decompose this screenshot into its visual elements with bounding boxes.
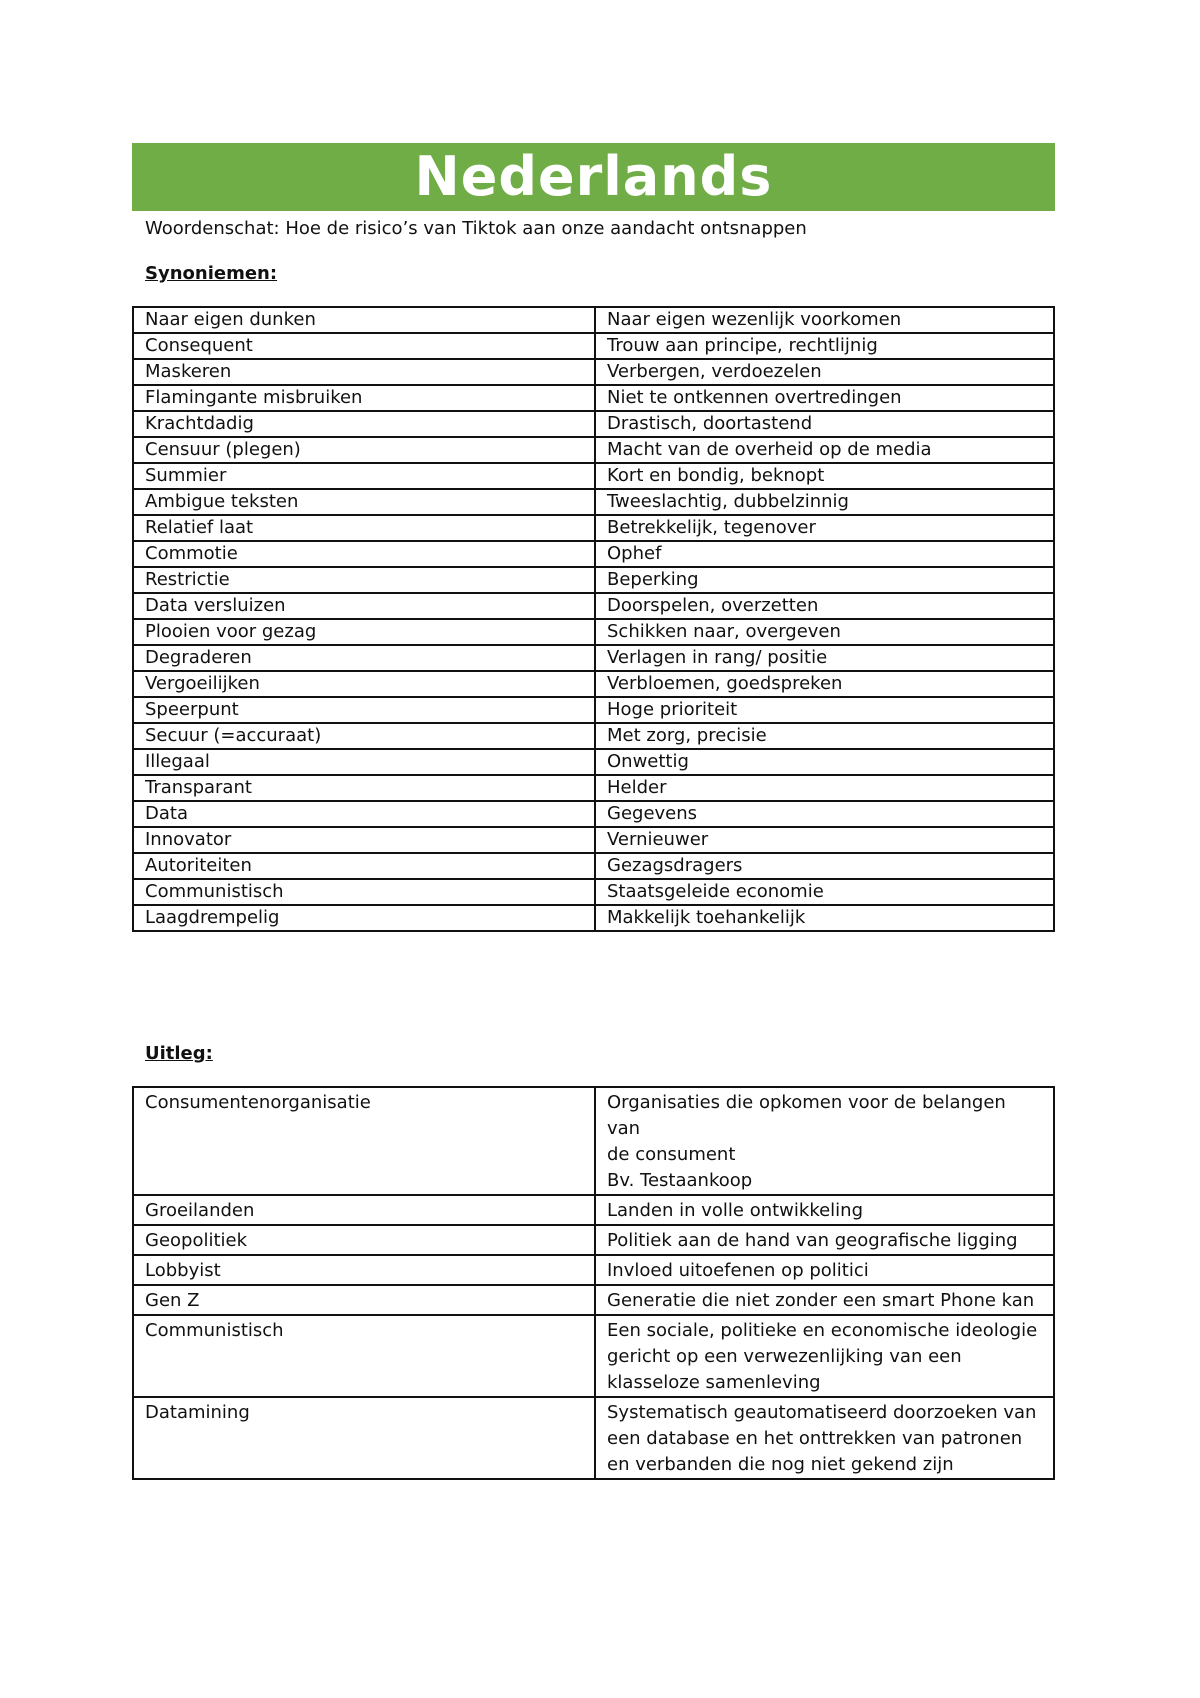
definition-cell: Verbloemen, goedspreken (595, 671, 1054, 697)
term-cell: Innovator (133, 827, 595, 853)
definition-cell: Verbergen, verdoezelen (595, 359, 1054, 385)
definition-cell: Beperking (595, 567, 1054, 593)
uitleg-heading: Uitleg: (145, 1043, 213, 1064)
term-cell: Transparant (133, 775, 595, 801)
table-row (133, 879, 1054, 905)
synoniemen-table-body (133, 307, 1054, 931)
definition-cell: Systematisch geautomatiseerd doorzoeken van een database en het onttrekken van patronen en verbanden die nog niet gekend zijn (595, 1397, 1054, 1479)
term-cell: Gen Z (133, 1285, 595, 1315)
table-row (133, 1087, 1054, 1195)
definition-cell: Gezagsdragers (595, 853, 1054, 879)
table-row (133, 671, 1054, 697)
table-row (133, 749, 1054, 775)
definition-cell: Macht van de overheid op de media (595, 437, 1054, 463)
table-row (133, 385, 1054, 411)
term-cell: Restrictie (133, 567, 595, 593)
term-cell: Naar eigen dunken (133, 307, 595, 333)
term-cell: Summier (133, 463, 595, 489)
definition-cell: Staatsgeleide economie (595, 879, 1054, 905)
definition-cell: Generatie die niet zonder een smart Phone kan (595, 1285, 1054, 1315)
document-page (132, 143, 1055, 1480)
term-cell: Maskeren (133, 359, 595, 385)
table-row (133, 645, 1054, 671)
table-row (133, 775, 1054, 801)
uitleg-table (132, 1086, 1055, 1480)
term-cell: Speerpunt (133, 697, 595, 723)
term-cell: Consequent (133, 333, 595, 359)
table-row (133, 1285, 1054, 1315)
definition-cell: Met zorg, precisie (595, 723, 1054, 749)
definition-cell: Verlagen in rang/ positie (595, 645, 1054, 671)
term-cell: Communistisch (133, 1315, 595, 1397)
table-row (133, 1255, 1054, 1285)
table-row (133, 593, 1054, 619)
table-row (133, 489, 1054, 515)
table-row (133, 437, 1054, 463)
term-cell: Commotie (133, 541, 595, 567)
table-row (133, 359, 1054, 385)
term-cell: Relatief laat (133, 515, 595, 541)
table-row (133, 333, 1054, 359)
table-row (133, 567, 1054, 593)
title-banner (132, 143, 1055, 211)
definition-cell: Een sociale, politieke en economische ideologie gericht op een verwezenlijking van een klasseloze samenleving (595, 1315, 1054, 1397)
definition-cell: Drastisch, doortastend (595, 411, 1054, 437)
term-cell: Geopolitiek (133, 1225, 595, 1255)
definition-cell: Gegevens (595, 801, 1054, 827)
term-cell: Consumentenorganisatie (133, 1087, 595, 1195)
definition-cell: Schikken naar, overgeven (595, 619, 1054, 645)
definition-cell: Trouw aan principe, rechtlijnig (595, 333, 1054, 359)
table-row (133, 515, 1054, 541)
term-cell: Flamingante misbruiken (133, 385, 595, 411)
term-cell: Lobbyist (133, 1255, 595, 1285)
term-cell: Data (133, 801, 595, 827)
page-subtitle: Woordenschat: Hoe de risico’s van Tiktok aan onze aandacht ontsnappen (145, 218, 807, 239)
table-row (133, 827, 1054, 853)
definition-cell: Ophef (595, 541, 1054, 567)
table-row (133, 723, 1054, 749)
definition-cell: Niet te ontkennen overtredingen (595, 385, 1054, 411)
definition-cell: Landen in volle ontwikkeling (595, 1195, 1054, 1225)
page-title: Nederlands (414, 145, 773, 208)
term-cell: Secuur (=accuraat) (133, 723, 595, 749)
term-cell: Censuur (plegen) (133, 437, 595, 463)
definition-cell: Tweeslachtig, dubbelzinnig (595, 489, 1054, 515)
definition-cell: Invloed uitoefenen op politici (595, 1255, 1054, 1285)
table-row (133, 1315, 1054, 1397)
term-cell: Krachtdadig (133, 411, 595, 437)
synoniemen-heading: Synoniemen: (145, 263, 278, 284)
definition-cell: Kort en bondig, beknopt (595, 463, 1054, 489)
table-row (133, 801, 1054, 827)
definition-cell: Politiek aan de hand van geografische ligging (595, 1225, 1054, 1255)
term-cell: Illegaal (133, 749, 595, 775)
table-row (133, 1397, 1054, 1479)
table-row (133, 1225, 1054, 1255)
table-row (133, 853, 1054, 879)
table-row (133, 541, 1054, 567)
term-cell: Data versluizen (133, 593, 595, 619)
definition-cell: Helder (595, 775, 1054, 801)
definition-cell: Hoge prioriteit (595, 697, 1054, 723)
table-row (133, 697, 1054, 723)
term-cell: Groeilanden (133, 1195, 595, 1225)
table-row (133, 619, 1054, 645)
term-cell: Laagdrempelig (133, 905, 595, 931)
table-row (133, 463, 1054, 489)
term-cell: Autoriteiten (133, 853, 595, 879)
definition-cell: Organisaties die opkomen voor de belangen van de consument Bv. Testaankoop (595, 1087, 1054, 1195)
table-row (133, 307, 1054, 333)
definition-cell: Betrekkelijk, tegenover (595, 515, 1054, 541)
term-cell: Communistisch (133, 879, 595, 905)
definition-cell: Makkelijk toehankelijk (595, 905, 1054, 931)
term-cell: Ambigue teksten (133, 489, 595, 515)
synoniemen-table (132, 306, 1055, 932)
term-cell: Plooien voor gezag (133, 619, 595, 645)
table-row (133, 1195, 1054, 1225)
definition-cell: Doorspelen, overzetten (595, 593, 1054, 619)
definition-cell: Vernieuwer (595, 827, 1054, 853)
definition-cell: Naar eigen wezenlijk voorkomen (595, 307, 1054, 333)
term-cell: Degraderen (133, 645, 595, 671)
term-cell: Datamining (133, 1397, 595, 1479)
term-cell: Vergoeilijken (133, 671, 595, 697)
table-row (133, 905, 1054, 931)
definition-cell: Onwettig (595, 749, 1054, 775)
table-row (133, 411, 1054, 437)
uitleg-table-body (133, 1087, 1054, 1479)
